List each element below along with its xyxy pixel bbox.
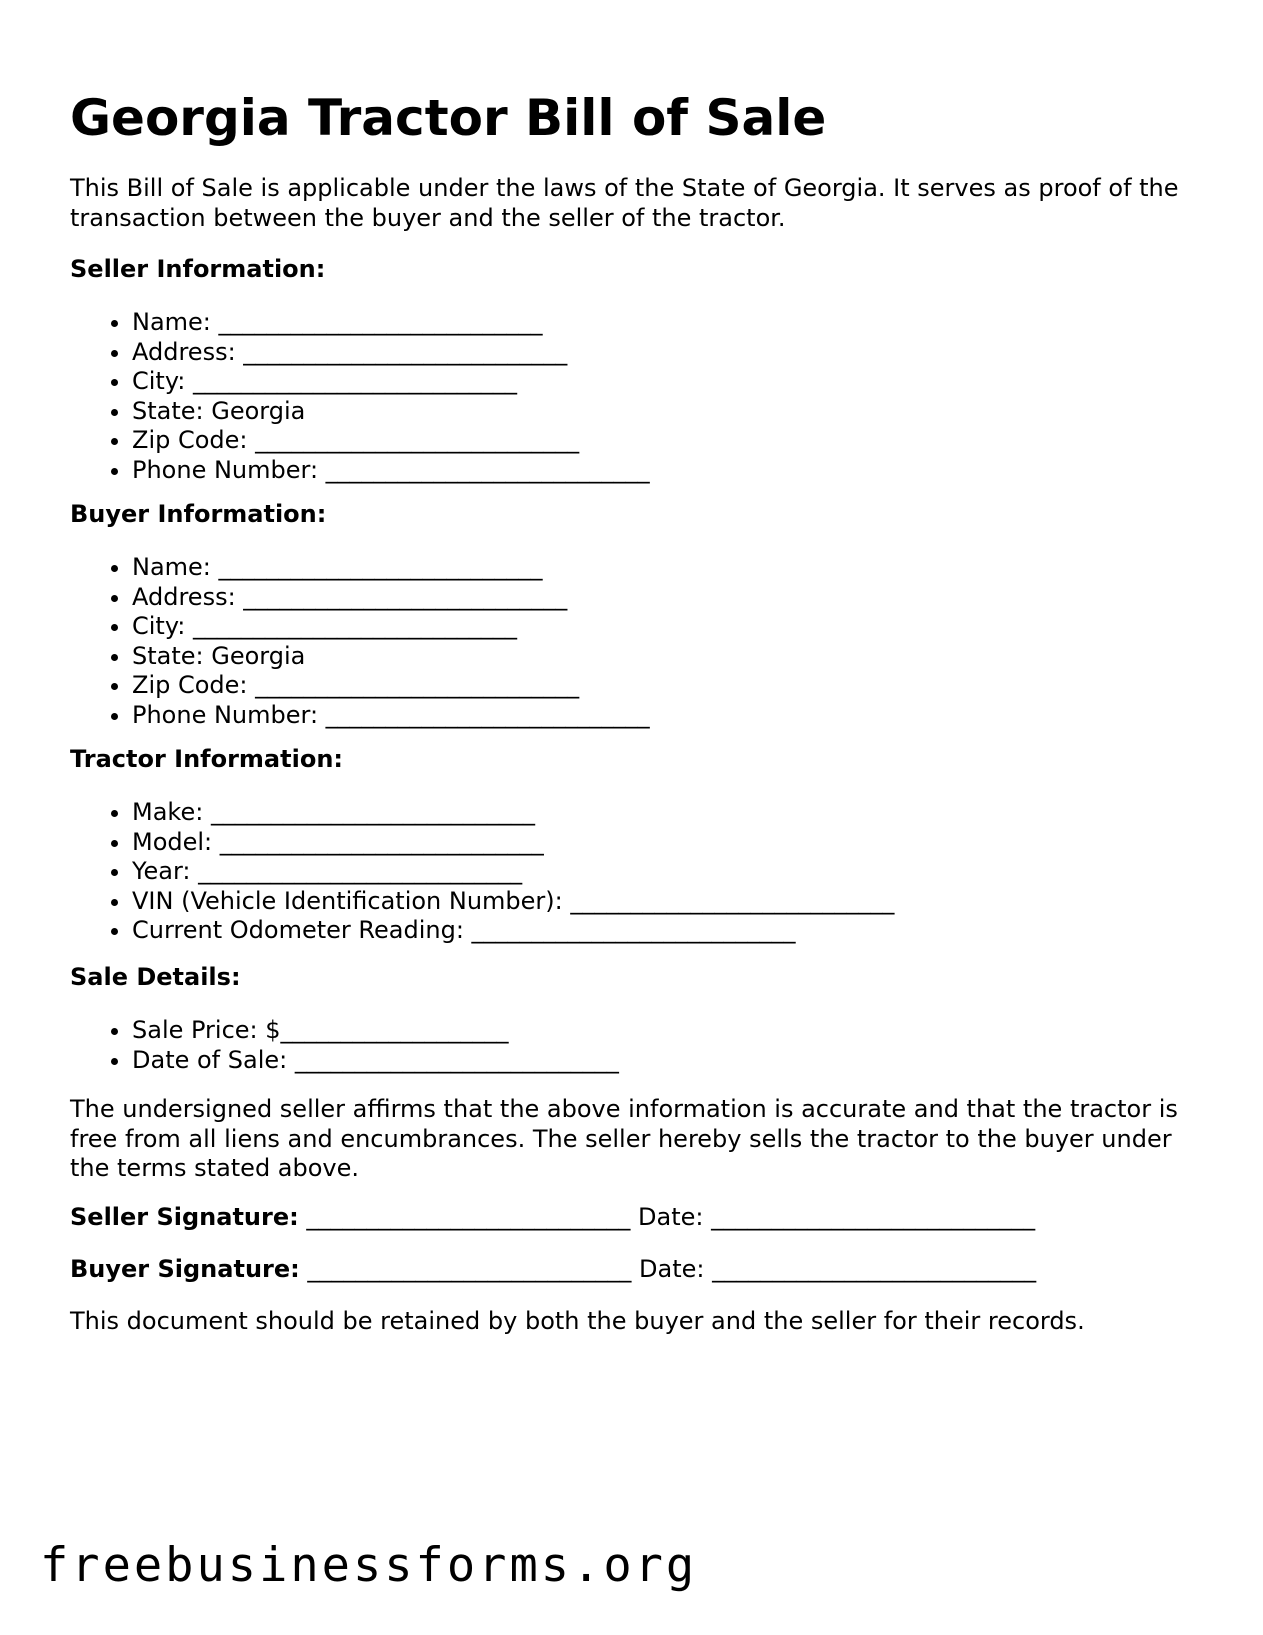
buyer-signature-line: ___________________________ [299,1255,639,1283]
buyer-phone-field: • Phone Number: ___________________________ [132,701,650,731]
tractor-vin-field: • VIN (Vehicle Identification Number): ___________________________ [132,887,894,917]
tractor-section-heading: Tractor Information: [70,745,343,773]
tractor-fields-list [70,798,894,946]
tractor-odometer-field: • Current Odometer Reading: ___________________________ [132,916,894,946]
seller-section-heading: Seller Information: [70,255,326,283]
buyer-name-field: • Name: ___________________________ [132,553,650,583]
sale-section-heading: Sale Details: [70,963,241,991]
tractor-year-field: • Year: ___________________________ [132,857,894,887]
seller-state-field: • State: Georgia [132,397,650,427]
seller-zip-field: • Zip Code: ___________________________ [132,426,650,456]
buyer-signature-label: Buyer Signature: [70,1255,300,1283]
retain-note: This document should be retained by both the buyer and the seller for their records. [70,1307,1085,1335]
seller-fields-list [70,308,650,485]
buyer-section-heading: Buyer Information: [70,500,327,528]
sale-price-field: • Sale Price: $___________________ [132,1016,619,1046]
seller-signature-label: Seller Signature: [70,1203,299,1231]
buyer-state-field: • State: Georgia [132,642,650,672]
sale-date-field: • Date of Sale: ___________________________ [132,1046,619,1076]
seller-city-field: • City: ___________________________ [132,367,650,397]
buyer-city-field: • City: ___________________________ [132,612,650,642]
seller-address-field: • Address: ___________________________ [132,338,650,368]
intro-paragraph: This Bill of Sale is applicable under the laws of the State of Georgia. It serves as proof of the transaction between the buyer and the seller of the tractor. [70,174,1179,232]
buyer-signature-row [70,1255,1036,1285]
document-title: Georgia Tractor Bill of Sale [70,89,827,147]
buyer-address-field: • Address: ___________________________ [132,583,650,613]
sale-fields-list [70,1016,619,1075]
buyer-fields-list [70,553,650,730]
seller-name-field: • Name: ___________________________ [132,308,650,338]
seller-date-field: Date: ___________________________ [638,1203,1036,1231]
footer-brand-watermark: freebusinessforms.org [40,1538,698,1593]
tractor-make-field: • Make: ___________________________ [132,798,894,828]
seller-signature-row [70,1203,1035,1233]
tractor-model-field: • Model: ___________________________ [132,828,894,858]
seller-signature-line: ___________________________ [298,1203,638,1231]
buyer-zip-field: • Zip Code: ___________________________ [132,671,650,701]
buyer-date-field: Date: ___________________________ [639,1255,1037,1283]
seller-phone-field: • Phone Number: ___________________________ [132,456,650,486]
affirmation-paragraph: The undersigned seller affirms that the above information is accurate and that the tractor is free from all liens and encumbrances. The seller hereby sells the tractor to the buyer under the terms stated above. [70,1095,1178,1182]
